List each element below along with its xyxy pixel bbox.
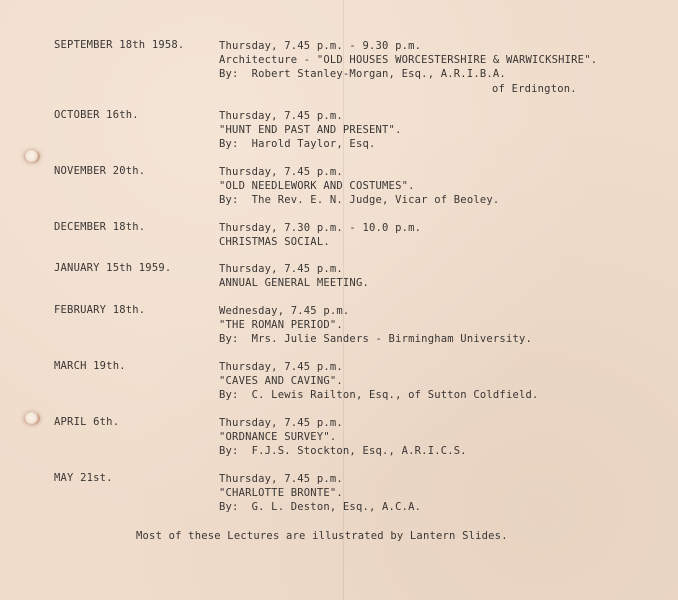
entry-details <box>219 109 402 152</box>
entry-speaker: By: G. L. Deston, Esq., A.C.A. <box>219 501 422 514</box>
entry-title: "OLD NEEDLEWORK AND COSTUMES". <box>219 180 415 193</box>
entry-speaker-location: of Erdington. <box>492 82 577 95</box>
entry-title: "ORDNANCE SURVEY". <box>219 431 337 444</box>
entry-title: "CAVES AND CAVING". <box>219 375 343 388</box>
punch-hole-icon <box>24 412 40 425</box>
entry-speaker: By: C. Lewis Railton, Esq., of Sutton Coldfield. <box>219 389 539 402</box>
entry-details <box>219 360 539 403</box>
entry-title: "THE ROMAN PERIOD". <box>219 319 343 332</box>
entry-date: FEBRUARY 18th. <box>54 304 146 316</box>
entry-title: Architecture - "OLD HOUSES WORCESTERSHIRE & WARWICKSHIRE". <box>219 54 598 67</box>
entry-speaker: By: Mrs. Julie Sanders - Birmingham University. <box>219 333 533 346</box>
entry-title: "CHARLOTTE BRONTE". <box>219 487 343 500</box>
footer-note: Most of these Lectures are illustrated by Lantern Slides. <box>136 530 508 542</box>
entry-details <box>219 165 499 208</box>
entry-title: ANNUAL GENERAL MEETING. <box>219 277 369 290</box>
entry-speaker: By: F.J.S. Stockton, Esq., A.R.I.C.S. <box>219 445 467 458</box>
entry-time: Thursday, 7.45 p.m. <box>219 166 343 178</box>
entry-time: Thursday, 7.45 p.m. <box>219 361 343 373</box>
entry-details <box>219 416 467 459</box>
entry-title: CHRISTMAS SOCIAL. <box>219 236 330 249</box>
punch-hole-icon <box>24 150 40 163</box>
entry-date: MARCH 19th. <box>54 360 126 372</box>
entry-time: Thursday, 7.45 p.m. - 9.30 p.m. <box>219 40 422 52</box>
entry-time: Thursday, 7.30 p.m. - 10.0 p.m. <box>219 222 422 234</box>
entry-date: MAY 21st. <box>54 472 113 484</box>
entry-speaker: By: Robert Stanley-Morgan, Esq., A.R.I.B.A. <box>219 68 506 81</box>
entry-date: DECEMBER 18th. <box>54 221 146 233</box>
entry-details <box>219 304 532 347</box>
entry-details <box>219 262 369 290</box>
entry-time: Thursday, 7.45 p.m. <box>219 110 343 122</box>
entry-details <box>219 39 597 96</box>
entry-date: SEPTEMBER 18th 1958. <box>54 39 185 51</box>
entry-details <box>219 472 421 515</box>
entry-speaker: By: Harold Taylor, Esq. <box>219 138 376 151</box>
entry-date: OCTOBER 16th. <box>54 109 139 121</box>
entry-date: APRIL 6th. <box>54 416 120 428</box>
entry-time: Thursday, 7.45 p.m. <box>219 417 343 429</box>
entry-date: JANUARY 15th 1959. <box>54 262 172 274</box>
entry-time: Thursday, 7.45 p.m. <box>219 473 343 485</box>
entry-time: Thursday, 7.45 p.m. <box>219 263 343 275</box>
entry-time: Wednesday, 7.45 p.m. <box>219 305 350 317</box>
entry-title: "HUNT END PAST AND PRESENT". <box>219 124 402 137</box>
entry-details <box>219 221 421 249</box>
entry-speaker: By: The Rev. E. N. Judge, Vicar of Beoley. <box>219 194 500 207</box>
entry-date: NOVEMBER 20th. <box>54 165 146 177</box>
